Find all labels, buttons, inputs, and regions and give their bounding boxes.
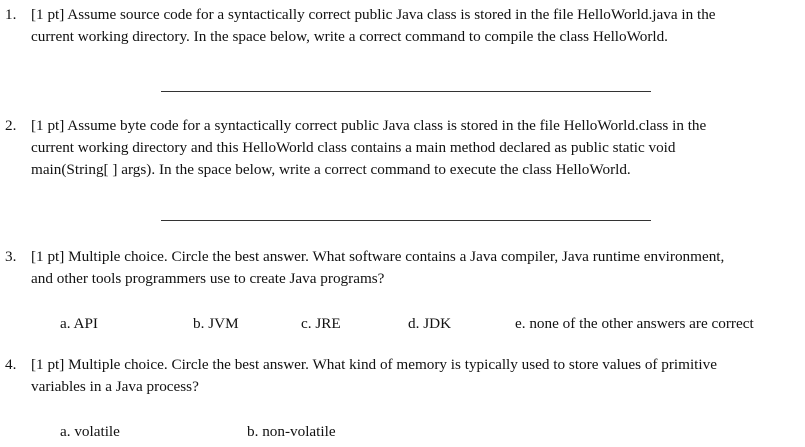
question-3-choice-a[interactable]: a. API [60,315,98,332]
question-4-choice-b[interactable]: b. non-volatile [247,423,336,440]
question-4-text-line-2: variables in a Java process? [31,378,199,395]
question-2-text-line-3: main(String[ ] args). In the space below, write a correct command to execute the class HelloWorld. [31,161,631,178]
question-1-text-line-1: [1 pt] Assume source code for a syntactically correct public Java class is stored in the file HelloWorld.java in the [31,6,716,23]
question-2-text-line-1: [1 pt] Assume byte code for a syntactically correct public Java class is stored in the file HelloWorld.class in the [31,117,707,134]
question-1-text-line-2: current working directory. In the space below, write a correct command to compile the class HelloWorld. [31,28,668,45]
question-2-answer-line[interactable] [161,220,651,221]
question-3-text-line-2: and other tools programmers use to create Java programs? [31,270,385,287]
question-4-number: 4. [5,356,17,373]
question-4-text-line-1: [1 pt] Multiple choice. Circle the best answer. What kind of memory is typically used to store values of primitive [31,356,717,373]
question-3-choice-d[interactable]: d. JDK [408,315,452,332]
question-1-number: 1. [5,6,17,23]
question-4-choice-a[interactable]: a. volatile [60,423,120,440]
question-3-choice-b[interactable]: b. JVM [193,315,239,332]
question-3-text-line-1: [1 pt] Multiple choice. Circle the best answer. What software contains a Java compiler, Java runtime environment, [31,248,725,265]
question-3-choice-c[interactable]: c. JRE [301,315,341,332]
question-2-number: 2. [5,117,17,134]
question-3-number: 3. [5,248,17,265]
question-3-choice-e[interactable]: e. none of the other answers are correct [515,315,754,332]
question-1-answer-line[interactable] [161,91,651,92]
question-2-text-line-2: current working directory and this HelloWorld class contains a main method declared as public static void [31,139,676,156]
